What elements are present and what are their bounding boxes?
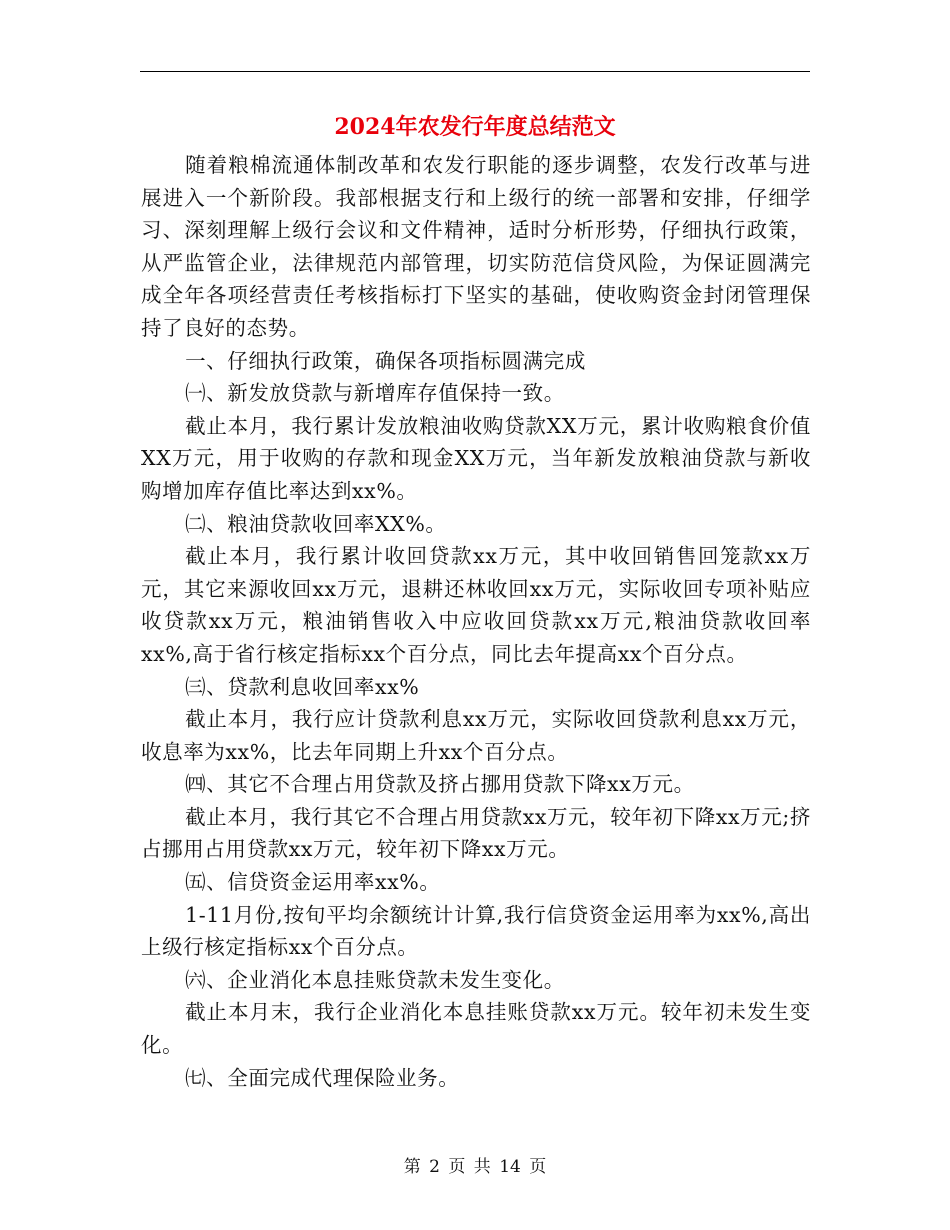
paragraph: 截止本月末，我行企业消化本息挂账贷款xx万元。较年初未发生变化。 bbox=[141, 1000, 811, 1058]
document-title: 2024年农发行年度总结范文 bbox=[334, 114, 616, 140]
subsection-heading-3: ㈢、贷款利息收回率xx% bbox=[185, 674, 420, 699]
subsection-heading-7: ㈦、全面完成代理保险业务。 bbox=[185, 1065, 460, 1090]
paragraph: 1-11月份,按旬平均余额统计计算,我行信贷资金运用率为xx%,高出上级行核定指标xx个百分点。 bbox=[141, 902, 811, 960]
document-body bbox=[141, 149, 811, 1094]
subsection-heading-1: ㈠、新发放贷款与新增库存值保持一致。 bbox=[185, 381, 565, 406]
subsection-heading-6: ㈥、企业消化本息挂账贷款未发生变化。 bbox=[185, 967, 565, 992]
section-heading-1: 一、仔细执行政策，确保各项指标圆满完成 bbox=[185, 348, 586, 373]
paragraph: 截止本月，我行应计贷款利息xx万元，实际收回贷款利息xx万元，收息率为xx%，比去年同期上升xx个百分点。 bbox=[141, 707, 811, 764]
subsection-heading-2: ㈡、粮油贷款收回率XX%。 bbox=[185, 511, 447, 536]
page-indicator: 第 2 页 共 14 页 bbox=[403, 1157, 547, 1177]
subsection-heading-4: ㈣、其它不合理占用贷款及挤占挪用贷款下降xx万元。 bbox=[185, 772, 695, 797]
header-rule bbox=[140, 71, 810, 72]
paragraph: 截止本月，我行累计收回贷款xx万元，其中收回销售回笼款xx万元，其它来源收回xx万元，退耕还林收回xx万元，实际收回专项补贴应收贷款xx万元，粮油销售收入中应收回贷款xx万元,粮油贷款收回率xx%,高于省行核定指标xx个百分点，同比去年提高xx个百分点。 bbox=[141, 544, 811, 666]
paragraph-intro: 随着粮棉流通体制改革和农发行职能的逐步调整，农发行改革与进展进入一个新阶段。我部根据支行和上级行的统一部署和安排，仔细学习、深刻理解上级行会议和文件精神，适时分析形势，仔细执行政策，从严监管企业，法律规范内部管理，切实防范信贷风险，为保证圆满完成全年各项经营责任考核指标打下坚实的基础，使收购资金封闭管理保持了良好的态势。 bbox=[141, 153, 811, 340]
paragraph: 截止本月，我行累计发放粮油收购贷款XX万元，累计收购粮食价值XX万元，用于收购的存款和现金XX万元，当年新发放粮油贷款与新收购增加库存值比率达到xx%。 bbox=[141, 413, 811, 503]
paragraph: 截止本月，我行其它不合理占用贷款xx万元，较年初下降xx万元;挤占挪用占用贷款xx万元，较年初下降xx万元。 bbox=[141, 804, 811, 862]
subsection-heading-5: ㈤、信贷资金运用率xx%。 bbox=[185, 870, 441, 895]
